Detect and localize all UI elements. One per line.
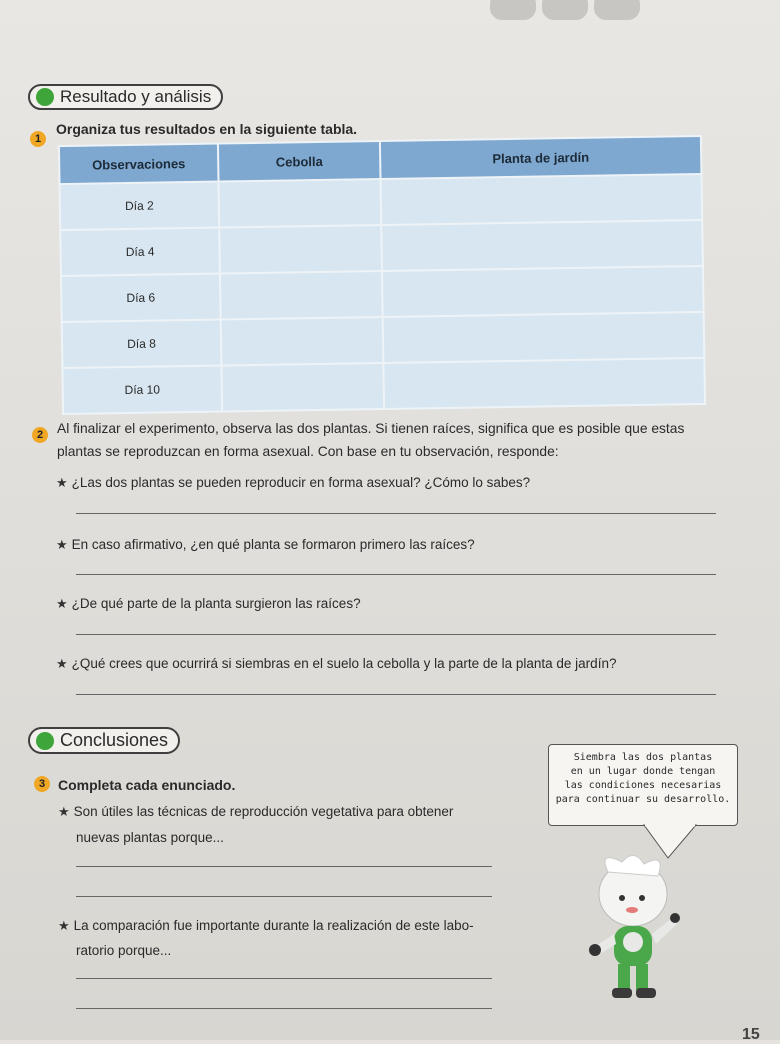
section-title-resultado: Resultado y análisis <box>28 84 223 110</box>
star-icon: ★ <box>58 918 70 933</box>
section-title-conclusiones: Conclusiones <box>28 727 180 754</box>
results-table <box>58 135 706 415</box>
answer-cell[interactable] <box>220 271 383 320</box>
row-label: Día 4 <box>60 228 220 276</box>
answer-cell[interactable] <box>381 174 702 225</box>
answer-line[interactable] <box>76 1008 492 1009</box>
green-dot-icon <box>36 88 54 106</box>
answer-line[interactable] <box>76 978 492 979</box>
answer-cell[interactable] <box>384 358 705 409</box>
star-icon: ★ <box>56 537 68 552</box>
star-icon: ★ <box>56 475 68 490</box>
edit-tab <box>542 0 588 20</box>
green-dot-icon <box>36 732 54 750</box>
statement-2-line1: ★ La comparación fue importante durante la realización de este labo- <box>58 918 474 933</box>
statement-1-line1: ★ Son útiles las técnicas de reproducción vegetativa para obtener <box>58 804 454 819</box>
answer-cell[interactable] <box>219 179 382 228</box>
question-4: ★ ¿Qué crees que ocurrirá si siembras en el suelo la cebolla y la parte de la planta de jardín? <box>56 656 617 671</box>
row-label: Día 8 <box>62 320 222 368</box>
question-1: ★ ¿Las dos plantas se pueden reproducir en forma asexual? ¿Cómo lo sabes? <box>56 475 531 490</box>
answer-cell[interactable] <box>221 363 384 412</box>
answer-line[interactable] <box>76 896 492 897</box>
star-icon: ★ <box>56 656 68 671</box>
header-cebolla: Cebolla <box>218 141 381 182</box>
speech-bubble: Siembra las dos plantas en un lugar donde tengan las condiciones necesarias para continuar su desarrollo. <box>548 744 738 826</box>
row-label: Día 10 <box>62 366 222 414</box>
answer-line[interactable] <box>76 694 716 695</box>
row-label: Día 2 <box>60 182 220 230</box>
header-planta-jardin: Planta de jardín <box>380 136 701 179</box>
statement-2-line2: ratorio porque... <box>76 943 172 958</box>
answer-line[interactable] <box>76 574 716 575</box>
item-number-1: 1 <box>30 131 46 147</box>
answer-cell[interactable] <box>383 312 704 363</box>
audio-tab <box>490 0 536 20</box>
question-3: ★ ¿De qué parte de la planta surgieron las raíces? <box>56 596 361 611</box>
answer-line[interactable] <box>76 513 716 514</box>
item3-instruction: Completa cada enunciado. <box>58 777 236 793</box>
page-tabs <box>490 0 670 24</box>
table-row <box>62 358 705 414</box>
question-2: ★ En caso afirmativo, ¿en qué planta se formaron primero las raíces? <box>56 537 475 552</box>
answer-line[interactable] <box>76 634 716 635</box>
answer-cell[interactable] <box>221 317 384 366</box>
mascot-illustration <box>578 846 688 1006</box>
row-label: Día 6 <box>61 274 221 322</box>
item2-line2: plantas se reproduzcan en forma asexual. Con base en tu observación, responde: <box>57 444 559 459</box>
item-number-2: 2 <box>32 427 48 443</box>
star-icon: ★ <box>58 804 70 819</box>
item2-line1: Al finalizar el experimento, observa las dos plantas. Si tienen raíces, significa que es posible que estas <box>57 421 685 436</box>
page-number: 15 <box>742 1026 760 1043</box>
star-icon: ★ <box>56 596 68 611</box>
answer-line[interactable] <box>76 866 492 867</box>
header-observaciones: Observaciones <box>59 144 219 184</box>
extra-tab <box>594 0 640 20</box>
item1-instruction: Organiza tus resultados en la siguiente tabla. <box>56 121 358 137</box>
answer-cell[interactable] <box>382 266 703 317</box>
statement-1-line2: nuevas plantas porque... <box>76 830 224 845</box>
item-number-3: 3 <box>34 776 50 792</box>
answer-cell[interactable] <box>381 220 702 271</box>
answer-cell[interactable] <box>219 225 382 274</box>
